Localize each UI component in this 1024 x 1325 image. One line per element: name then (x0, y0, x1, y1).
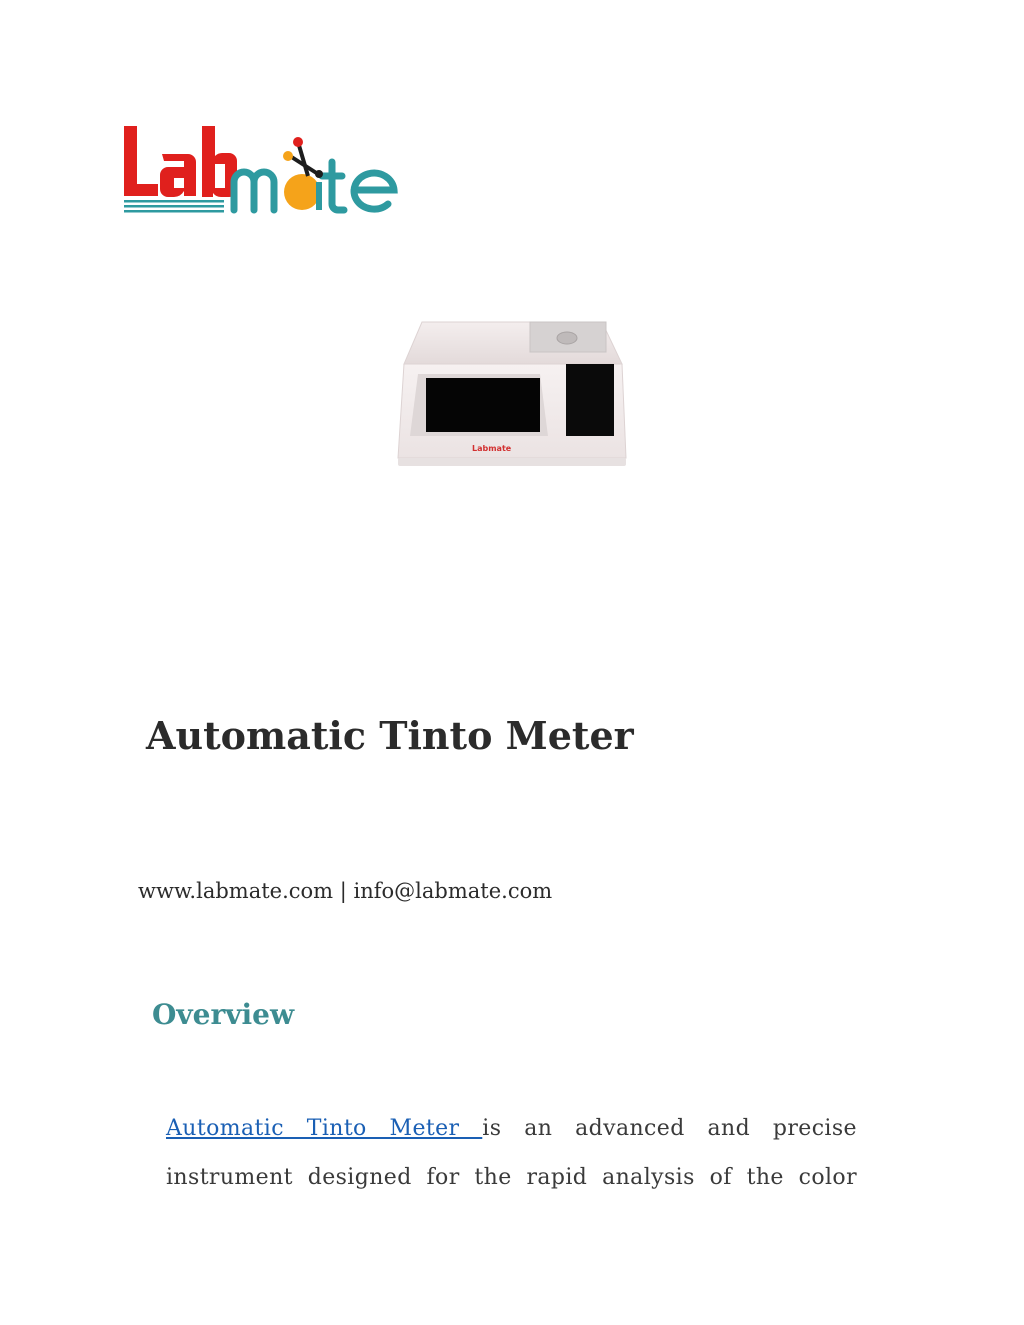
device-badge: Labmate (472, 444, 512, 453)
overview-heading: Overview (152, 998, 295, 1031)
logo-stripes (124, 200, 224, 213)
page-title: Automatic Tinto Meter (146, 713, 634, 758)
logo-lab-letters (124, 126, 237, 197)
overview-line1-text: is an advanced and precise (482, 1116, 857, 1141)
contact-info: www.labmate.com | info@labmate.com (138, 879, 553, 903)
product-image (390, 316, 635, 476)
overview-paragraph-line-1 (166, 1116, 857, 1141)
labmate-logo (122, 118, 404, 218)
device-screen (426, 378, 540, 432)
logo-atom-icon (283, 137, 323, 210)
device-side-panel (566, 364, 614, 436)
product-link[interactable]: Automatic Tinto Meter (166, 1116, 483, 1141)
overview-paragraph-line-2: instrument designed for the rapid analysis of the color (166, 1165, 857, 1190)
